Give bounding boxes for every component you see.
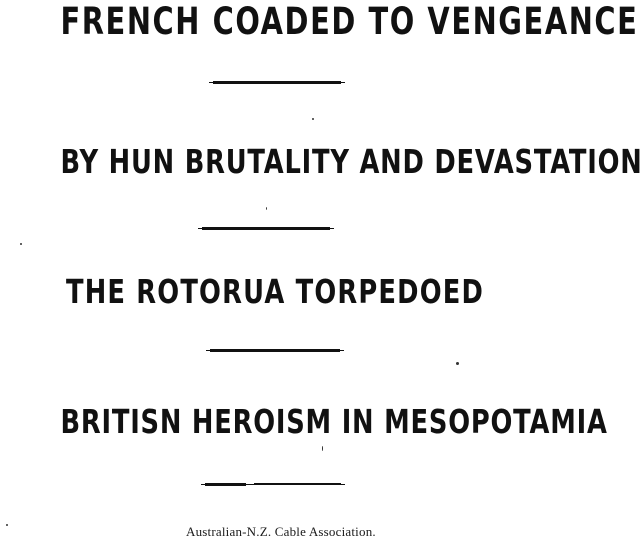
- print-speck: [20, 243, 22, 245]
- divider-rule-4a: [205, 483, 246, 486]
- divider-rule-3: [210, 349, 340, 352]
- print-speck: [312, 118, 314, 120]
- print-speck: [322, 446, 323, 451]
- headline-rotorua-torpedoed: THE ROTORUA TORPEDOED: [65, 272, 485, 311]
- divider-rule-1: [213, 81, 341, 84]
- divider-rule-4b: [254, 483, 341, 485]
- print-speck: [456, 362, 459, 365]
- print-speck: [266, 207, 267, 210]
- headline-french-vengeance: FRENCH COADED TO VENGEANCE: [60, 0, 639, 43]
- print-speck: [6, 524, 8, 526]
- headline-hun-brutality: BY HUN BRUTALITY AND DEVASTATION: [60, 142, 643, 181]
- credit-line: Australian-N.Z. Cable Association.: [186, 524, 376, 539]
- divider-rule-2: [202, 227, 330, 230]
- headline-british-heroism: BRITISN HEROISM IN MESOPOTAMIA: [60, 402, 608, 441]
